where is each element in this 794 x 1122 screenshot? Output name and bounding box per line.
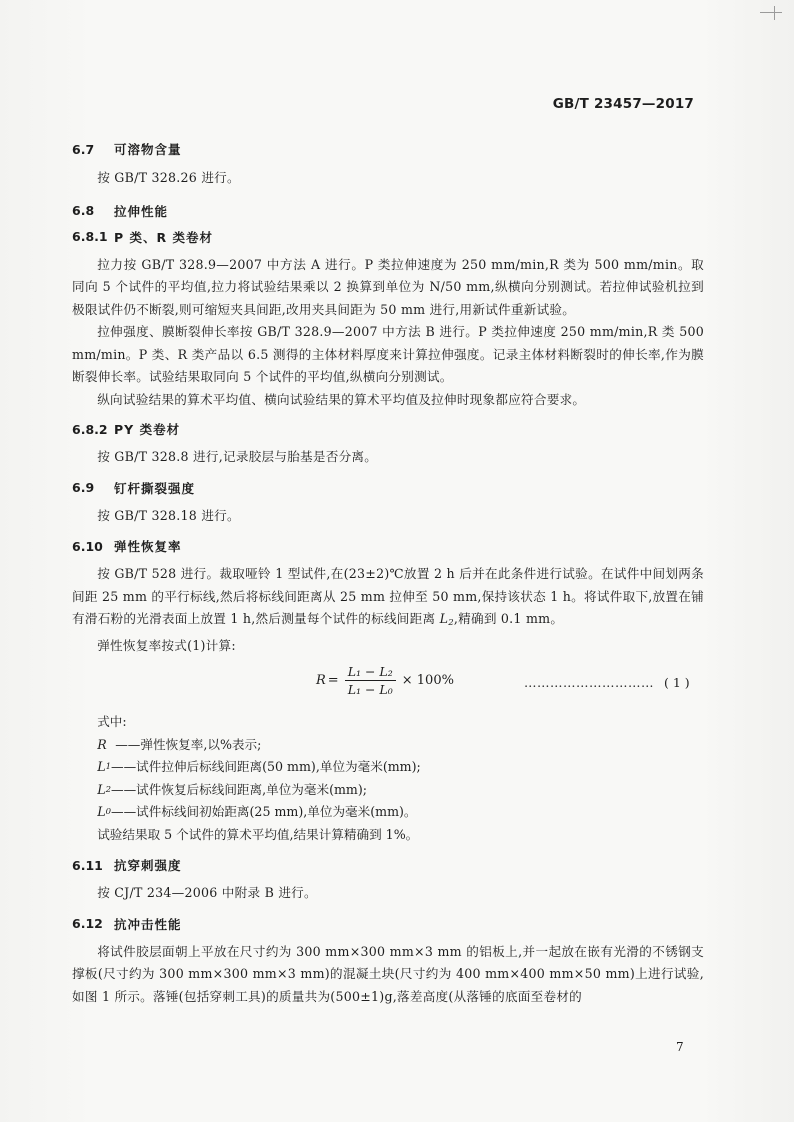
where-item [72,779,704,802]
where-symbol-subscript: 1 [105,762,111,772]
paragraph: 将试件胶层面朝上平放在尺寸约为 300 mm×300 mm×3 mm 的铝板上,并一起放在嵌有光滑的不锈钢支撑板(尺寸约为 300 mm×300 mm×3 mm)的混凝土块(尺寸约为 400 mm×400 mm×50 mm)上进行试验,如图 1 所示。落锤(包括穿刺工具)的质量共为(500±1)g,落差高度(从落锤的底面至卷材的 [72,943,704,1004]
paragraph: 按 CJ/T 234—2006 中附录 B 进行。 [97,885,317,900]
section-number: 6.8.1 [72,229,108,244]
paragraph-text: ,精确到 0.1 mm。 [453,611,564,626]
where-symbol-subscript: 2 [105,784,111,795]
paragraph: 按 GB/T 328.26 进行。 [97,170,240,185]
section-heading-6-7 [72,140,704,158]
paragraph: 弹性恢复率按式(1)计算: [97,637,236,653]
section-title: 可溶物含量 [114,142,182,157]
where-symbol: R [97,736,107,752]
document-body [72,140,704,1008]
formula-multiplier: × 100% [401,673,454,688]
paragraph-text: 按 GB/T 528 进行。裁取哑铃 1 型试件,在(23±2)℃放置 2 h 后并在此条件进行试验。在试件中间划两条间距 25 mm 的平行标线,然后将标线间距离从 25 mm 拉伸至 50 mm,保持该状态 1 h。将试件取下,放置在铺有滑石粉的光滑表面上放置 1 h,然后测量每个试件的标线间距离 [72,566,704,626]
where-item [72,734,704,757]
section-title: 拉伸性能 [114,203,169,219]
formula-equals: = [327,673,339,688]
section-heading-6-10 [72,537,704,555]
page-number: 7 [676,1040,684,1054]
section-heading-6-8-1 [72,228,704,246]
symbol: L [439,611,449,626]
where-intro: 式中: [97,714,127,729]
section-title: 钉杆撕裂强度 [114,480,196,496]
section-heading-6-9 [72,479,704,497]
where-symbol: L [97,804,106,819]
section-title: 弹性恢复率 [114,539,182,554]
section-number: 6.10 [72,538,103,554]
standard-number: GB/T 23457—2017 [552,96,694,112]
section-number: 6.7 [72,141,95,157]
paragraph: 纵向试验结果的算术平均值、横向试验结果的算术平均值及拉伸时现象都应符合要求。 [97,391,586,407]
where-clause [72,711,704,846]
equation-1 [72,659,704,705]
scan-edge-mark [774,6,775,20]
section-title: 抗冲击性能 [114,916,182,932]
section-title: 抗穿刺强度 [114,858,182,873]
where-definition: ——试件拉伸后标线间距离(50 mm),单位为毫米(mm); [110,759,421,774]
where-item [72,756,704,779]
formula-denominator: L₁ − L₀ [347,682,393,697]
symbol-subscript: 2 [448,618,454,628]
where-definition: ——弹性恢复率,以%表示; [115,736,262,752]
formula-numerator: L₁ − L₂ [347,664,393,679]
paragraph [72,563,704,635]
formula-fraction [345,663,396,698]
where-result: 试验结果取 5 个试件的算术平均值,结果计算精确到 1%。 [97,826,419,842]
equation-leader-dots: ………………………… [524,675,654,690]
equation-number: ( 1 ) [664,675,690,690]
where-item [72,801,704,824]
section-heading-6-12 [72,915,704,933]
section-number: 6.8 [72,203,95,218]
section-number: 6.8.2 [72,421,108,437]
formula-lhs: R [316,673,326,688]
where-definition: ——试件恢复后标线间距离,单位为毫米(mm); [110,781,368,797]
section-title: PY 类卷材 [114,422,181,437]
section-number: 6.11 [72,857,103,873]
where-symbol: L [97,759,106,774]
section-heading-6-8-2 [72,420,704,438]
section-heading-6-8 [72,202,704,220]
paragraph: 按 GB/T 328.18 进行。 [97,507,240,523]
section-heading-6-11 [72,856,704,874]
where-symbol: L [97,781,106,797]
formula [316,663,454,698]
paragraph: 按 GB/T 328.8 进行,记录胶层与胎基是否分离。 [97,449,378,464]
where-symbol-subscript: 0 [105,807,111,817]
section-number: 6.12 [72,916,103,931]
paragraph: 拉力按 GB/T 328.9—2007 中方法 A 进行。P 类拉伸速度为 250 mm/min,R 类为 500 mm/min。取同向 5 个试件的平均值,拉力将试验结果乘以 2 换算到单位为 N/50 mm,纵横向分别测试。若拉伸试验机拉到极限试件仍不断裂,则可缩短夹具间距,改用夹具间距为 50 mm 进行,用新试件重新试验。 [72,256,704,317]
scan-edge-mark [760,12,782,13]
where-definition: ——试件标线间初始距离(25 mm),单位为毫米(mm)。 [110,804,417,819]
section-title: P 类、R 类卷材 [114,229,213,245]
section-number: 6.9 [72,480,95,495]
paragraph: 拉伸强度、膜断裂伸长率按 GB/T 328.9—2007 中方法 B 进行。P 类拉伸速度 250 mm/min,R 类 500 mm/min。P 类、R 类产品以 6.5 测得的主体材料厚度来计算拉伸强度。记录主体材料断裂时的伸长率,作为膜断裂伸长率。试验结果取同向 5 个试件的平均值,纵横向分别测试。 [72,324,704,384]
